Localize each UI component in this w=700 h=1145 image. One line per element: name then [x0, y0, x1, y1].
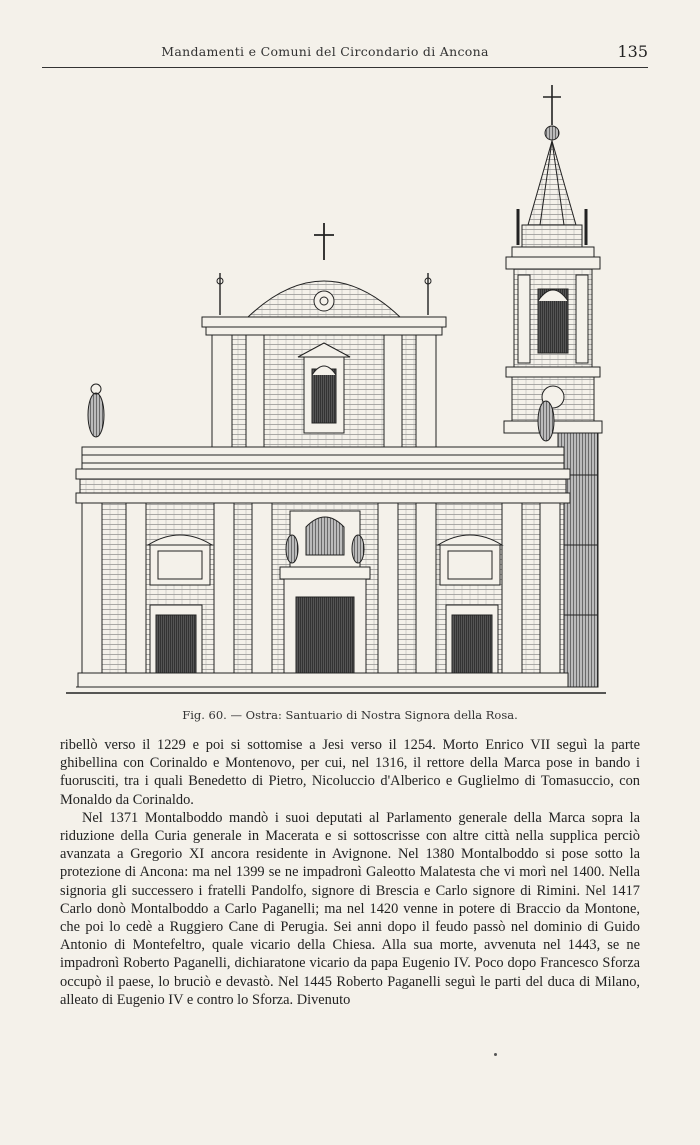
running-title: Mandamenti e Comuni del Circondario di Ancona — [161, 44, 489, 59]
paragraph: Nel 1371 Montalboddo mandò i suoi deputati al Parlamento generale della Marca sopra la riduzione della Curia generale in Macerata e si sottoscrisse con altre città nella supplica perciò avanzata a Gregorio XI ancora residente in Avignone. Nel 1380 Montalboddo si pose sotto la protezione di Ancona: ma nel 1399 se ne impadronì Galeotto Malatesta che vi morì nel 1400. Nella signoria gli successero i fratelli Pandolfo, signore di Brescia e Carlo signore di Rimini. Nel 1417 Carlo donò Montalboddo a Carlo Paganelli; ma nel 1420 venne in potere di Braccio da Montone, che poi lo cedè a Ruggiero Cane di Perugia. Sei anni dopo il feudo passò nel dominio di Guido Antonio di Montefeltro, quale vicario della Chiesa. Alla sua morte, avvenuta nel 1443, se ne impadronì Roberto Paganelli, dichiaratone vicario da papa Eugenio IV. Poco dopo Francesco Sforza occupò il paese, lo bruciò e devastò. Nel 1445 Roberto Paganelli seguì le parti del duca di Milano, alleato di Eugenio IV e contro lo Sforza. Divenuto — [60, 809, 640, 1008]
church-facade-illustration — [66, 75, 606, 705]
paragraph: ribellò verso il 1229 e poi si sottomise a Jesi verso il 1254. Morto Enrico VII seguì la parte ghibellina con Corinaldo e Montenovo, per cui, nel 1316, il rettore della Marca pose in bando i fuorusciti, tra i quali Benedetto di Pietro, Nicoluccio d'Alberico e Guglielmo di Tomasuccio, con Monaldo da Corinaldo. — [60, 737, 640, 808]
page-number: 135 — [617, 42, 648, 61]
body-text — [60, 736, 640, 1009]
header-rule — [42, 67, 648, 68]
running-head — [42, 40, 648, 66]
church-engraving — [66, 75, 606, 705]
print-speck — [494, 1053, 497, 1056]
figure-caption: Fig. 60. — Ostra: Santuario di Nostra Signora della Rosa. — [182, 708, 518, 722]
